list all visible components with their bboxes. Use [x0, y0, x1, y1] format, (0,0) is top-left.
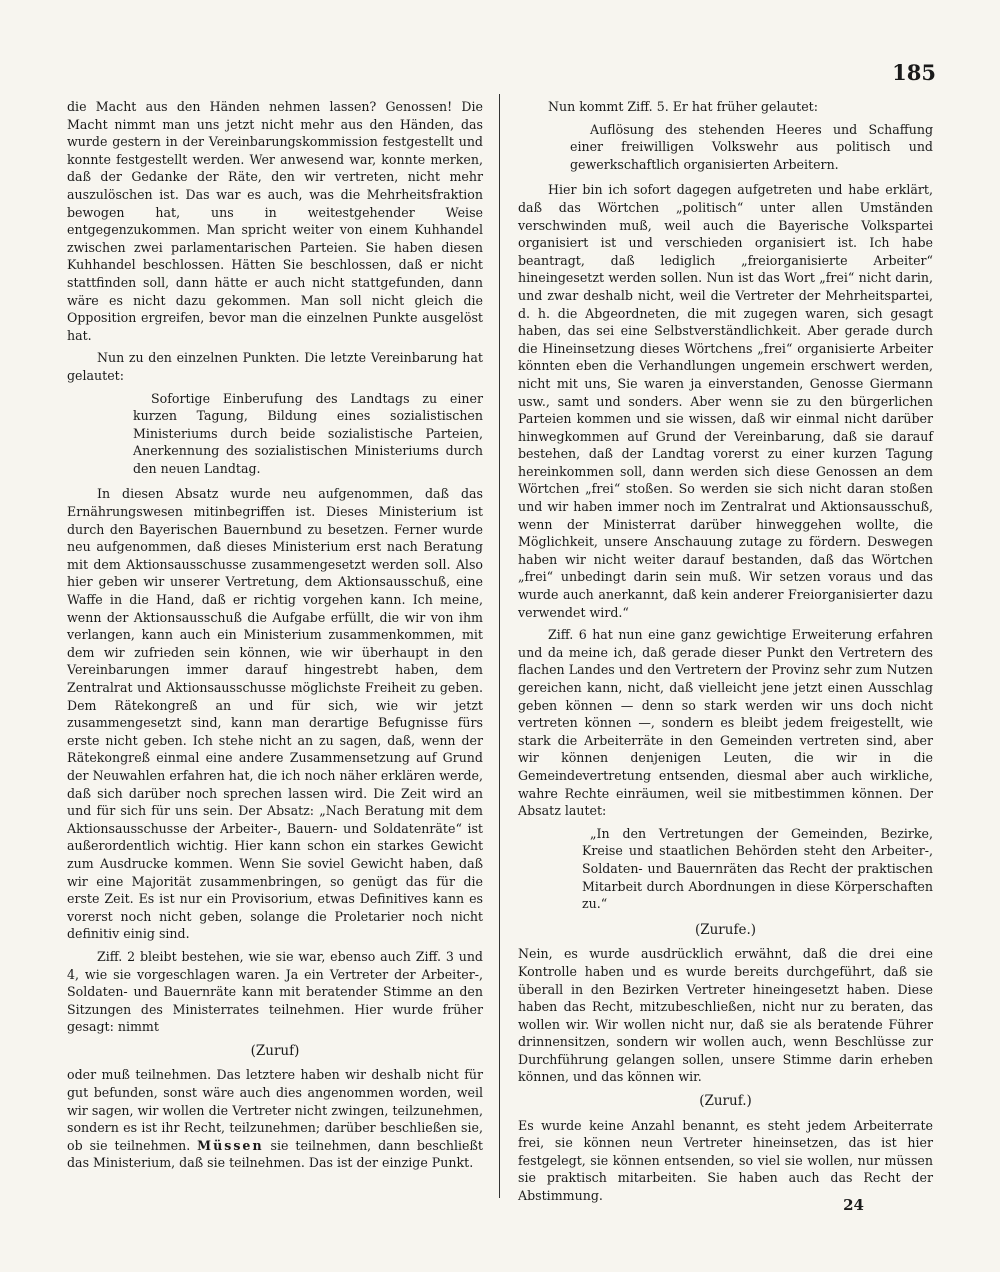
sheet-signature: 24 [843, 1196, 864, 1214]
left-quote-1: Sofortige Einberufung des Landtags zu einer kurzen Tagung, Bildung eines sozialistischen Ministeriums durch beide sozialistische Parteien, Anerkennung des sozialistischen Ministeriums durch den neuen Landtag. [133, 390, 483, 476]
left-paragraph-4: Ziff. 2 bleibt bestehen, wie sie war, ebenso auch Ziff. 3 und 4, wie sie vorgeschlagen waren. Ja ein Vertreter der Arbeiter-, Soldaten- und Bauernräte kann mit beratender Stimme an den Sitzungen des Ministerrates teilnehmen. Hier wurde früher gesagt: nimmt [67, 948, 483, 1035]
right-zuruf-2-text: (Zuruf.) [699, 1093, 752, 1110]
right-column [518, 98, 933, 1210]
right-quote-1: Auflösung des stehenden Heeres und Schaffung einer freiwilligen Volkswehr aus politisch und gewerkschaftlich organisierten Arbeitern. [570, 121, 933, 172]
left-paragraph-1: die Macht aus den Händen nehmen lassen? Genossen! Die Macht nimmt man uns jetzt nicht mehr aus den Händen, das wurde gestern in der Vereinbarungskommission festgestellt und konnte festgestellt werden. Wer anwesend war, konnte merken, daß der Gedanke der Räte, den wir vertreten, nicht mehr auszulöschen ist. Das war es auch, was die Mehrheitsfraktion bewogen hat, uns in weitestgehender Weise entgegenzukommen. Man spricht weiter von einem Kuhhandel zwischen zwei parlamentarischen Parteien. Sie haben diesen Kuhhandel beschlossen. Hätten Sie beschlossen, daß er nicht stattfinden soll, dann hätte er auch nicht stattgefunden, dann wäre es nicht dazu gekommen. Man soll nicht gleich die Opposition ergreifen, bevor man die einzelnen Punkte ausgelöst hat. [67, 99, 483, 343]
column-divider [499, 94, 500, 1198]
left-paragraph-5-emphasis: Müssen [197, 1137, 264, 1153]
left-paragraph-5 [67, 1066, 483, 1172]
right-zuruf-1 [518, 921, 933, 940]
right-paragraph-4: Nein, es wurde ausdrücklich erwähnt, daß die drei eine Kontrolle haben und es wurde bereits durchgeführt, daß sie überall in den Bezirken Vertreter hineingesetzt haben. Diese haben das Recht, mitzubeschließen, nicht nur zu beraten, das wollen wir. Wir wollen nicht nur, daß sie als beratende Führer drinnensitzen, sondern wir wollen auch, wenn Beschlüsse zur Durchführung gelangen sollen, unsere Stimme darin erheben können, und das können wir. [518, 946, 933, 1085]
left-paragraph-3: In diesen Absatz wurde neu aufgenommen, daß das Ernährungswesen mitinbegriffen ist. Dieses Ministerium ist durch den Bayerischen Bauernbund zu besetzen. Ferner wurde neu aufgenommen, daß dieses Ministerium erst nach Beratung mit dem Aktionsausschusse zusammengesetzt werden soll. Also hier geben wir unserer Vertretung, dem Aktionsausschuß, eine Waffe in die Hand, daß er richtig vorgehen kann. Ich meine, wenn der Aktionsausschuß die Aufgabe erfüllt, die wir von ihm verlangen, kann auch ein Ministerium zusammenkommen, mit dem wir zufrieden sein können, wie wir überhaupt in den Vereinbarungen immer darauf hingestrebt haben, dem Zentralrat und Aktionsausschusse möglichste Freiheit zu geben. Dem Rätekongreß an und für sich, wie wir jetzt zusammengesetzt sind, kann man derartige Befugnisse fürs erste nicht geben. Ich stehe nicht an zu sagen, daß, wenn der Rätekongreß einmal eine andere Zusammensetzung auf Grund der Neuwahlen erfahren hat, die ich noch näher erklären werde, daß sich darüber noch sprechen lassen wird. Die Zeit wird an und für sich für uns sein. Der Absatz: „Nach Beratung mit dem Aktionsausschusse der Arbeiter-, Bauern- und Soldatenräte“ ist außerordentlich wichtig. Hier kann schon ein starkes Gewicht zum Ausdrucke kommen. Wenn Sie soviel Gewicht haben, daß wir eine Majorität zusammenbringen, so genügt das für die erste Zeit. Es ist nur ein Provisorium, etwas Definitives kann es vorerst noch nicht geben, solange die Proletarier noch nicht definitiv einig sind. [67, 486, 483, 942]
right-paragraph-2: Hier bin ich sofort dagegen aufgetreten und habe erklärt, daß das Wörtchen „politisch“ unter allen Umständen verschwinden muß, weil auch die Bayerische Volkspartei organisiert ist und verschieden organisiert ist. Ich habe beantragt, daß lediglich „freiorganisierte Arbeiter“ hineingesetzt werden sollen. Nun ist das Wort „frei“ nicht darin, und zwar deshalb nicht, weil die Vertreter der Mehrheitspartei, d. h. die Abgeordneten, die mit zugegen waren, sich gesagt haben, das sei eine Selbstverständlichkeit. Aber gerade durch die Hineinsetzung dieses Wörtchens „frei“ organisierte Arbeiter könnten eben die Verhandlungen ungemein erschwert werden, nicht mit uns, Sie waren ja einverstanden, Genosse Giermann usw., samt und sonders. Aber wenn sie zu den bürgerlichen Parteien kommen und sie wissen, daß wir einmal nicht darüber hinwegkommen auf Grund der Vereinbarung, daß sie darauf bestehen, daß der Landtag vorerst zu einer kurzen Tagung hereinkommen soll, dann werden sich diese Genossen an dem Wörtchen „frei“ stoßen. So werden sie sich nicht daran stoßen und wir haben immer noch im Zentralrat und Aktionsausschuß, wenn der Ministerrat darüber hinweggehen wollte, die Möglichkeit, unsere Anschauung zutage zu fördern. Deswegen haben wir nicht weiter darauf bestanden, daß das Wörtchen „frei“ unbedingt darin sein muß. Wir setzen voraus und das wurde auch anerkannt, daß kein anderer Freiorganisierter dazu verwendet wird.“ [518, 182, 933, 620]
left-column [67, 98, 483, 1177]
right-paragraph-1: Nun kommt Ziff. 5. Er hat früher gelautet: [548, 99, 818, 114]
right-zuruf-1-text: (Zurufe.) [694, 921, 757, 938]
left-paragraph-5a: oder muß teilnehmen. Das letztere haben wir deshalb nicht für gut befunden, sonst wäre auch dies angenommen worden, weil wir sagen, wir wollen die Vertreter nicht zwingen, teilzunehmen, sondern es ist ihr Recht, teilzunehmen; darüber beschließen sie, ob sie teilnehmen. [67, 1067, 483, 1153]
left-zuruf-1 [67, 1042, 483, 1061]
page-number: 185 [892, 60, 936, 85]
left-paragraph-2: Nun zu den einzelnen Punkten. Die letzte Vereinbarung hat gelautet: [67, 350, 483, 383]
left-zuruf-1-text: (Zuruf) [250, 1042, 300, 1059]
right-zuruf-2 [518, 1092, 933, 1111]
right-paragraph-5: Es wurde keine Anzahl benannt, es steht jedem Arbeiterrate frei, sie können neun Vertreter hineinsetzen, das ist hier festgelegt, sie können entsenden, so viel sie wollen, nur müssen sie praktisch mitarbeiten. Sie haben auch das Recht der Abstimmung. [518, 1117, 933, 1204]
right-paragraph-3: Ziff. 6 hat nun eine ganz gewichtige Erweiterung erfahren und da meine ich, daß gerade dieser Punkt den Vertretern des flachen Landes und den Vertretern der Provinz sehr zum Nutzen gereichen kann, nicht, daß vielleicht jene jetzt einen Ausschlag geben können — denn so stark werden wir uns doch nicht vertreten können —, sondern es bleibt jedem freigestellt, wie stark die Arbeiterräte in den Gemeinden vertreten sind, aber wir können denjenigen Leuten, die wir in die Gemeindevertretung entsenden, diesmal aber auch wirkliche, wahre Rechte einräumen, weil sie mitbestimmen können. Der Absatz lautet: [518, 627, 933, 819]
right-quote-2: „In den Vertretungen der Gemeinden, Bezirke, Kreise und staatlichen Behörden steht den Arbeiter-, Soldaten- und Bauernräten das Recht der praktischen Mitarbeit durch Abordnungen in diese Körperschaften zu.“ [582, 825, 933, 912]
left-paragraph-5c: sie teilnehmen, dann beschließt das Ministerium, daß sie teilnehmen. Das ist der einzige Punkt. [67, 1137, 483, 1171]
